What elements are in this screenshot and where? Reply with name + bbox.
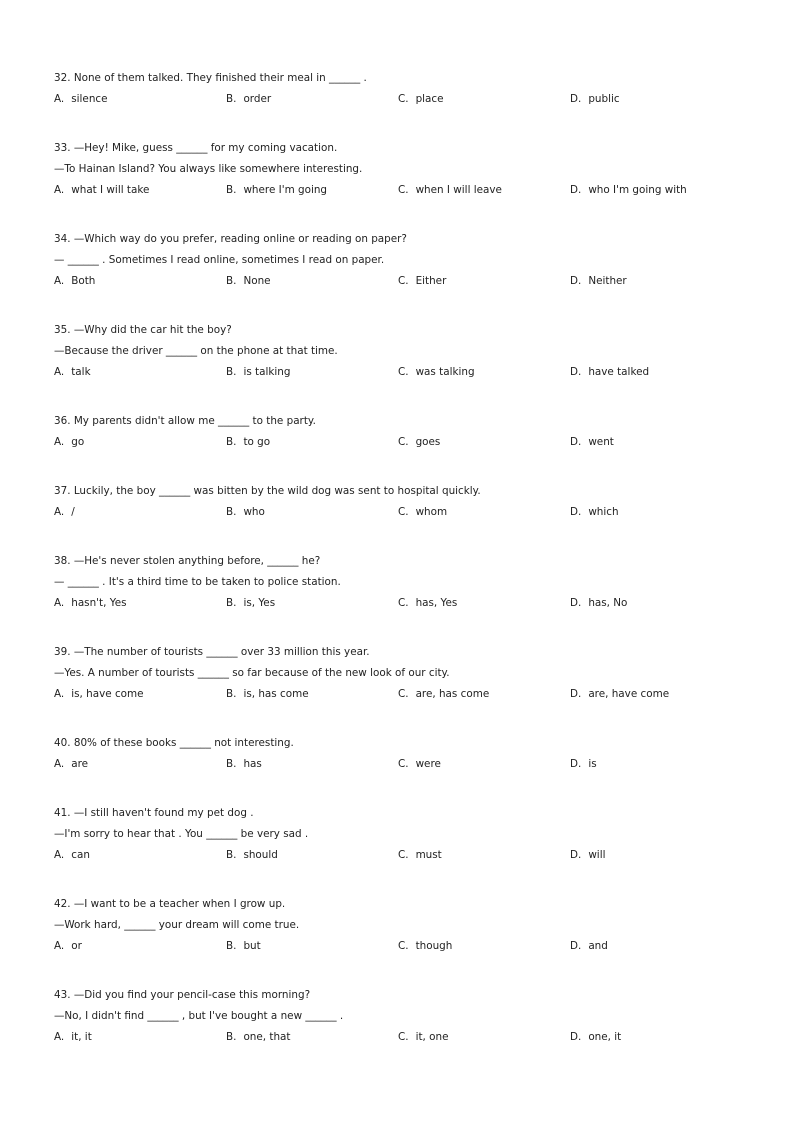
option-text: must: [415, 849, 442, 861]
answer-option[interactable]: [54, 271, 95, 292]
option-letter: A.: [54, 93, 65, 105]
question-dialogue-line: — ______ . Sometimes I read online, sometimes I read on paper.: [54, 254, 385, 266]
answer-option[interactable]: [398, 593, 457, 614]
option-text: go: [71, 436, 85, 448]
answer-option[interactable]: [54, 432, 84, 453]
question-item: [54, 138, 754, 229]
question-stem: 39. —The number of tourists ______ over 33 million this year.: [54, 646, 370, 658]
option-letter: A.: [54, 506, 65, 518]
option-text: is, have come: [71, 688, 144, 700]
option-letter: D.: [570, 436, 582, 448]
option-letter: A.: [54, 849, 65, 861]
answer-option[interactable]: [54, 936, 82, 957]
question-dialogue-line: —I'm sorry to hear that . You ______ be very sad .: [54, 828, 309, 840]
option-letter: C.: [398, 366, 409, 378]
question-item: [54, 320, 754, 411]
answer-options: [54, 180, 754, 201]
answer-option[interactable]: [54, 362, 91, 383]
answer-option[interactable]: [226, 362, 290, 383]
answer-option[interactable]: [398, 502, 447, 523]
option-text: whom: [415, 506, 448, 518]
option-text: went: [588, 436, 614, 448]
answer-option[interactable]: [54, 1027, 92, 1048]
option-letter: A.: [54, 275, 65, 287]
answer-option[interactable]: [398, 89, 444, 110]
answer-option[interactable]: [226, 502, 265, 523]
answer-option[interactable]: [398, 845, 442, 866]
answer-option[interactable]: [570, 754, 597, 775]
answer-option[interactable]: [226, 936, 261, 957]
answer-option[interactable]: [570, 502, 619, 523]
option-letter: C.: [398, 758, 409, 770]
option-text: will: [588, 849, 606, 861]
question-dialogue-line: —To Hainan Island? You always like somewhere interesting.: [54, 163, 363, 175]
question-dialogue-line: —Yes. A number of tourists ______ so far because of the new look of our city.: [54, 667, 450, 679]
option-text: have talked: [588, 366, 650, 378]
answer-option[interactable]: [226, 845, 278, 866]
option-letter: C.: [398, 849, 409, 861]
answer-option[interactable]: [398, 684, 489, 705]
option-text: though: [415, 940, 453, 952]
option-text: hasn't, Yes: [71, 597, 127, 609]
option-text: Both: [71, 275, 96, 287]
option-text: were: [415, 758, 441, 770]
question-stem: 40. 80% of these books ______ not interesting.: [54, 737, 294, 749]
option-letter: C.: [398, 597, 409, 609]
option-letter: D.: [570, 1031, 582, 1043]
option-letter: C.: [398, 506, 409, 518]
question-item: [54, 803, 754, 894]
option-letter: D.: [570, 184, 582, 196]
question-dialogue-line: —No, I didn't find ______ , but I've bought a new ______ .: [54, 1010, 344, 1022]
answer-option[interactable]: [398, 936, 452, 957]
answer-option[interactable]: [54, 593, 127, 614]
option-text: order: [243, 93, 272, 105]
question-item: [54, 68, 754, 138]
option-letter: C.: [398, 688, 409, 700]
answer-option[interactable]: [226, 180, 327, 201]
option-text: should: [243, 849, 278, 861]
option-text: are, have come: [588, 688, 670, 700]
option-letter: D.: [570, 366, 582, 378]
option-letter: A.: [54, 940, 65, 952]
answer-options: [54, 89, 754, 110]
answer-option[interactable]: [398, 180, 502, 201]
option-text: where I'm going: [243, 184, 328, 196]
option-text: when I will leave: [415, 184, 502, 196]
answer-option[interactable]: [54, 89, 108, 110]
answer-options: [54, 362, 754, 383]
option-text: who I'm going with: [588, 184, 687, 196]
question-stem: 38. —He's never stolen anything before, ______ he?: [54, 555, 321, 567]
option-letter: A.: [54, 1031, 65, 1043]
option-letter: D.: [570, 758, 582, 770]
option-text: silence: [71, 93, 108, 105]
answer-option[interactable]: [570, 593, 627, 614]
question-item: [54, 229, 754, 320]
answer-options: [54, 754, 754, 775]
answer-option[interactable]: [570, 1027, 621, 1048]
question-stem: 41. —I still haven't found my pet dog .: [54, 807, 254, 819]
option-letter: B.: [226, 93, 237, 105]
option-text: place: [415, 93, 444, 105]
option-text: one, it: [588, 1031, 622, 1043]
question-dialogue-line: —Because the driver ______ on the phone at that time.: [54, 345, 338, 357]
question-item: [54, 411, 754, 481]
answer-options: [54, 936, 754, 957]
option-letter: A.: [54, 436, 65, 448]
answer-options: [54, 684, 754, 705]
option-text: is talking: [243, 366, 291, 378]
option-text: public: [588, 93, 620, 105]
option-letter: D.: [570, 849, 582, 861]
option-text: one, that: [243, 1031, 291, 1043]
answer-option[interactable]: [570, 180, 687, 201]
question-stem: 36. My parents didn't allow me ______ to the party.: [54, 415, 316, 427]
option-letter: B.: [226, 506, 237, 518]
option-text: is, has come: [243, 688, 309, 700]
question-list: [54, 68, 754, 1076]
option-text: to go: [243, 436, 271, 448]
option-letter: D.: [570, 93, 582, 105]
answer-option[interactable]: [54, 502, 75, 523]
question-stem: 33. —Hey! Mike, guess ______ for my coming vacation.: [54, 142, 338, 154]
question-stem: 32. None of them talked. They finished their meal in ______ .: [54, 72, 367, 84]
option-letter: D.: [570, 506, 582, 518]
answer-option[interactable]: [398, 1027, 448, 1048]
question-stem: 35. —Why did the car hit the boy?: [54, 324, 232, 336]
option-text: has, No: [588, 597, 628, 609]
answer-option[interactable]: [570, 271, 627, 292]
question-dialogue-line: —Work hard, ______ your dream will come true.: [54, 919, 300, 931]
option-letter: B.: [226, 940, 237, 952]
answer-options: [54, 593, 754, 614]
option-letter: D.: [570, 275, 582, 287]
answer-option[interactable]: [398, 754, 441, 775]
answer-option[interactable]: [226, 271, 271, 292]
answer-option[interactable]: [226, 89, 271, 110]
answer-option[interactable]: [226, 593, 275, 614]
option-letter: B.: [226, 184, 237, 196]
answer-option[interactable]: [226, 1027, 290, 1048]
answer-option[interactable]: [226, 432, 270, 453]
answer-option[interactable]: [570, 684, 669, 705]
answer-options: [54, 432, 754, 453]
answer-option[interactable]: [398, 432, 440, 453]
option-text: can: [71, 849, 90, 861]
answer-option[interactable]: [226, 684, 309, 705]
question-item: [54, 642, 754, 733]
option-letter: C.: [398, 275, 409, 287]
answer-option[interactable]: [570, 432, 614, 453]
option-letter: B.: [226, 275, 237, 287]
option-letter: B.: [226, 366, 237, 378]
option-text: what I will take: [71, 184, 150, 196]
option-text: is, Yes: [243, 597, 276, 609]
answer-option[interactable]: [54, 754, 88, 775]
option-text: has: [243, 758, 262, 770]
answer-options: [54, 502, 754, 523]
answer-option[interactable]: [570, 362, 649, 383]
option-text: are: [71, 758, 89, 770]
answer-option[interactable]: [570, 89, 620, 110]
option-letter: B.: [226, 1031, 237, 1043]
option-text: and: [588, 940, 608, 952]
option-letter: C.: [398, 93, 409, 105]
answer-option[interactable]: [570, 936, 608, 957]
option-letter: A.: [54, 366, 65, 378]
option-letter: C.: [398, 436, 409, 448]
option-letter: D.: [570, 940, 582, 952]
option-text: or: [71, 940, 82, 952]
answer-option[interactable]: [398, 271, 446, 292]
answer-options: [54, 845, 754, 866]
option-text: has, Yes: [415, 597, 458, 609]
option-letter: B.: [226, 688, 237, 700]
question-stem: 37. Luckily, the boy ______ was bitten by the wild dog was sent to hospital quickly.: [54, 485, 481, 497]
option-text: was talking: [415, 366, 475, 378]
option-letter: B.: [226, 597, 237, 609]
option-text: which: [588, 506, 619, 518]
question-dialogue-line: — ______ . It's a third time to be taken to police station.: [54, 576, 341, 588]
question-item: [54, 733, 754, 803]
answer-options: [54, 1027, 754, 1048]
question-stem: 42. —I want to be a teacher when I grow up.: [54, 898, 286, 910]
option-letter: B.: [226, 849, 237, 861]
option-text: but: [243, 940, 261, 952]
option-text: who: [243, 506, 265, 518]
option-letter: C.: [398, 184, 409, 196]
option-letter: A.: [54, 758, 65, 770]
answer-options: [54, 271, 754, 292]
answer-option[interactable]: [226, 754, 262, 775]
question-item: [54, 551, 754, 642]
answer-option[interactable]: [54, 180, 149, 201]
option-text: are, has come: [415, 688, 490, 700]
option-letter: A.: [54, 597, 65, 609]
option-text: Neither: [588, 275, 627, 287]
question-item: [54, 985, 754, 1076]
option-letter: B.: [226, 758, 237, 770]
option-letter: D.: [570, 597, 582, 609]
question-item: [54, 894, 754, 985]
question-item: [54, 481, 754, 551]
option-text: Either: [415, 275, 447, 287]
option-letter: A.: [54, 184, 65, 196]
option-text: it, one: [415, 1031, 449, 1043]
question-stem: 34. —Which way do you prefer, reading online or reading on paper?: [54, 233, 407, 245]
option-letter: D.: [570, 688, 582, 700]
option-letter: C.: [398, 1031, 409, 1043]
answer-option[interactable]: [570, 845, 605, 866]
answer-option[interactable]: [398, 362, 475, 383]
option-text: goes: [415, 436, 441, 448]
option-letter: C.: [398, 940, 409, 952]
option-text: is: [588, 758, 597, 770]
answer-option[interactable]: [54, 684, 144, 705]
option-text: talk: [71, 366, 91, 378]
question-stem: 43. —Did you find your pencil-case this morning?: [54, 989, 311, 1001]
option-letter: A.: [54, 688, 65, 700]
option-text: /: [71, 506, 75, 518]
option-text: None: [243, 275, 271, 287]
option-text: it, it: [71, 1031, 92, 1043]
option-letter: B.: [226, 436, 237, 448]
answer-option[interactable]: [54, 845, 90, 866]
